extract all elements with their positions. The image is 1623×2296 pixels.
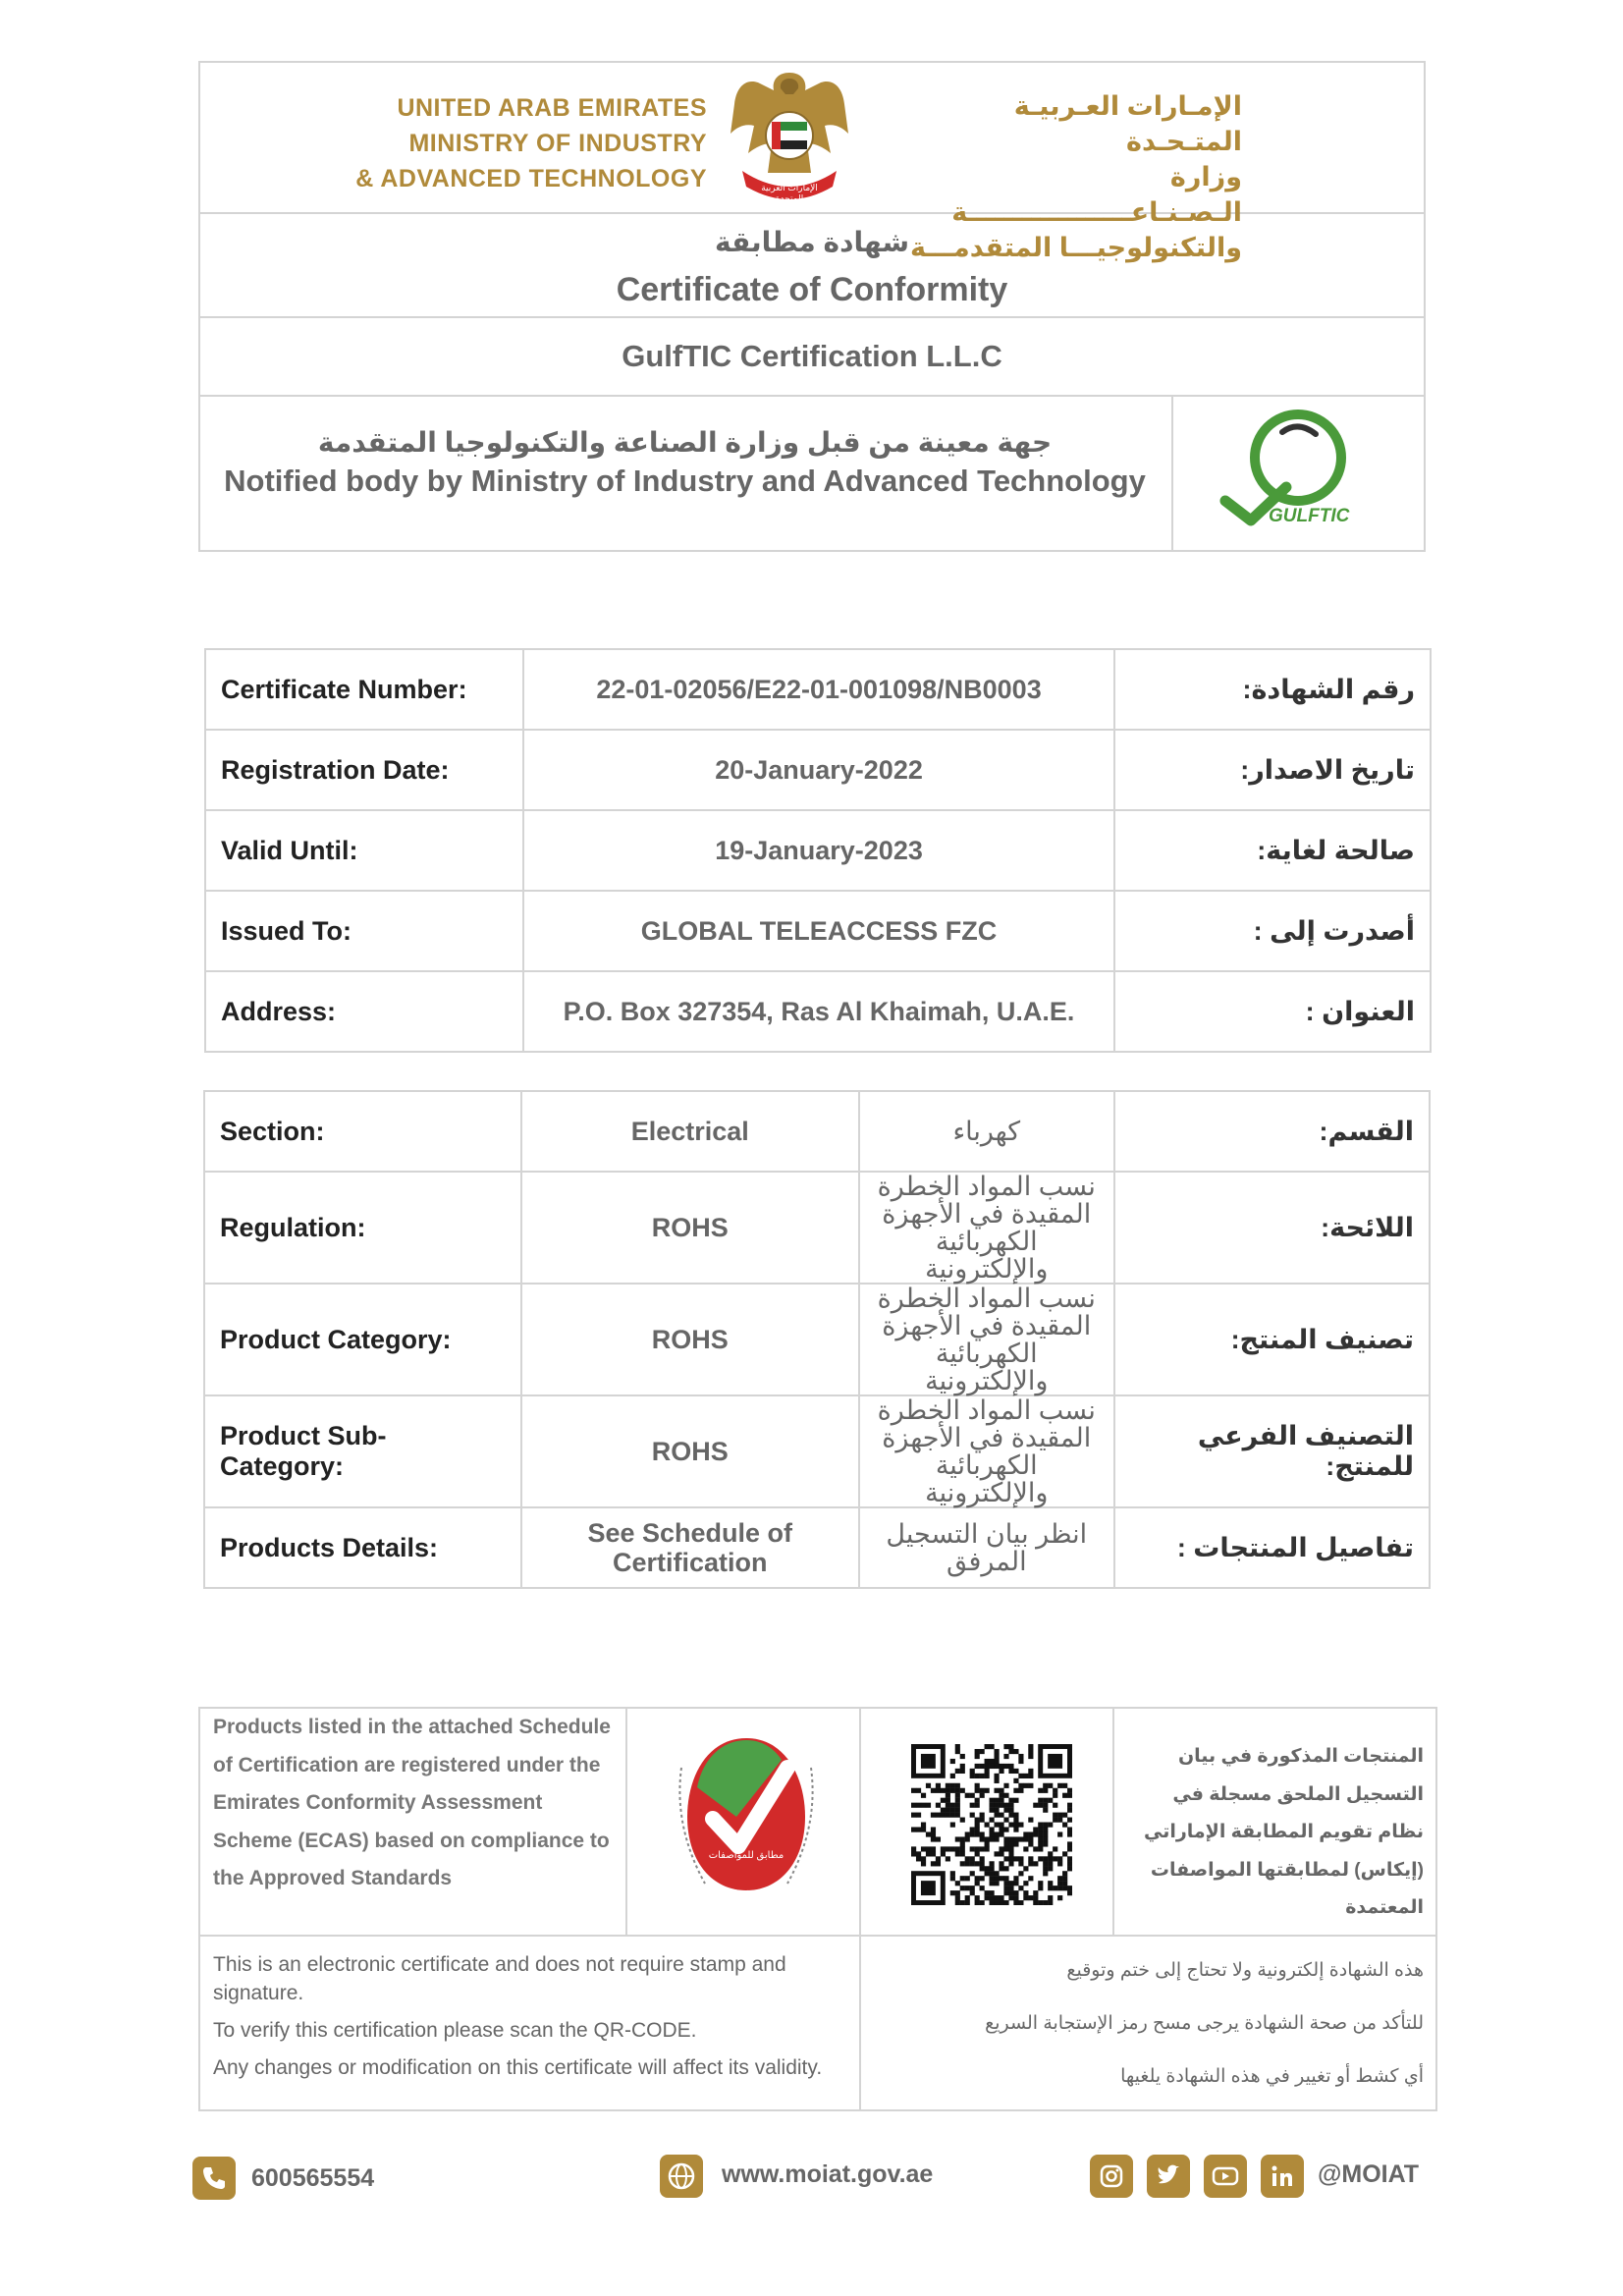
scope-value-ar: نسب المواد الخطرة المقيدة في الأجهزة الكهربائية والإلكترونية: [859, 1395, 1114, 1507]
conformity-mark-text: مطابق للمواصفات: [708, 1850, 784, 1861]
phone-icon[interactable]: [192, 2157, 236, 2200]
youtube-icon[interactable]: [1204, 2155, 1247, 2198]
header-divider-3: [198, 395, 1426, 397]
scope-label: Section:: [204, 1091, 521, 1172]
details-label-ar: أصدرت إلى :: [1114, 891, 1431, 971]
details-label: Issued To:: [205, 891, 523, 971]
scope-value: ROHS: [521, 1172, 859, 1284]
phone-number[interactable]: 600565554: [251, 2164, 375, 2192]
scope-value: Electrical: [521, 1091, 859, 1172]
ministry-name-en: [295, 90, 707, 196]
details-row: [205, 810, 1431, 891]
instagram-icon[interactable]: [1090, 2155, 1133, 2198]
scope-label-ar: التصنيف الفرعي للمنتج:: [1114, 1395, 1430, 1507]
scope-label: Product Category:: [204, 1284, 521, 1395]
twitter-icon[interactable]: [1147, 2155, 1190, 2198]
scope-row: [204, 1284, 1430, 1395]
details-value: 22-01-02056/E22-01-001098/NB0003: [523, 649, 1115, 730]
note-electronic-ar: هذه الشهادة إلكترونية ولا تحتاج إلى ختم وتوقيع: [1066, 1960, 1424, 1981]
scope-value-ar: نسب المواد الخطرة المقيدة في الأجهزة الكهربائية والإلكترونية: [859, 1172, 1114, 1284]
scope-value: ROHS: [521, 1395, 859, 1507]
details-label: Registration Date:: [205, 730, 523, 810]
scope-label: Regulation:: [204, 1172, 521, 1284]
conformity-mark-icon: [677, 1728, 815, 1905]
details-label: Valid Until:: [205, 810, 523, 891]
ecas-statement-ar: المنتجات المذكورة في بيان التسجيل الملحق مسجلة في نظام تقويم المطابقة الإماراتي (إيكاس) لمطابقتها المواصفات المعتمدة: [1143, 1746, 1424, 1918]
social-handle[interactable]: @MOIAT: [1318, 2160, 1420, 2188]
footer-divider-v1: [625, 1707, 627, 1935]
scope-value: See Schedule of Certification: [521, 1507, 859, 1588]
details-label-ar: رقم الشهادة:: [1114, 649, 1431, 730]
gulftic-logo-text: GULFTIC: [1269, 506, 1350, 526]
scope-label: Products Details:: [204, 1507, 521, 1588]
scope-label: Product Sub-Category:: [204, 1395, 521, 1507]
note-verify-en: To verify this certification please scan the QR-CODE.: [213, 2019, 697, 2042]
footer-divider-v3: [1112, 1707, 1114, 1935]
details-label-ar: العنوان :: [1114, 971, 1431, 1052]
globe-icon[interactable]: [660, 2155, 703, 2198]
emblem-ribbon-text: الإمارات العربية المتحدة: [761, 183, 818, 203]
notes-en: [213, 1950, 841, 2082]
footer-divider-v2: [859, 1707, 861, 2111]
linkedin-icon[interactable]: [1261, 2155, 1304, 2198]
footer-divider-h: [198, 1935, 1437, 1937]
title-en: Certificate of Conformity: [616, 271, 1008, 308]
note-changes-en: Any changes or modification on this certificate will affect its validity.: [213, 2056, 823, 2079]
details-value: 20-January-2022: [523, 730, 1115, 810]
notes-ar: [879, 1957, 1424, 2091]
scope-value-ar: كهرباء: [859, 1091, 1114, 1172]
scope-row: [204, 1172, 1430, 1284]
scope-label-ar: تصنيف المنتج:: [1114, 1284, 1430, 1395]
details-label: Address:: [205, 971, 523, 1052]
details-row: [205, 649, 1431, 730]
website-link[interactable]: www.moiat.gov.ae: [722, 2160, 934, 2188]
title-ar: شهادة مطابقة: [715, 227, 909, 257]
details-label-ar: تاريخ الاصدار:: [1114, 730, 1431, 810]
ecas-statement-en: Products listed in the attached Schedule of Certification are registered under the Emirates Conformity Assessment Scheme (ECAS) based on compliance to the Approved Standards: [213, 1716, 611, 1889]
scope-row: [204, 1091, 1430, 1172]
ministry-ar-line1: الإمـارات العـربيـة المتـحـدة: [1013, 91, 1242, 156]
scope-label-ar: تفاصيل المنتجات :: [1114, 1507, 1430, 1588]
scope-value-ar: انظر بيان التسجيل المرفق: [859, 1507, 1114, 1588]
scope-label-ar: القسم:: [1114, 1091, 1430, 1172]
details-row: [205, 891, 1431, 971]
company-name: GulfTIC Certification L.L.C: [622, 339, 1002, 373]
ministry-ar-line2: وزارة الـصـنـاعــــــــــــــــــة: [951, 162, 1242, 227]
note-electronic-en: This is an electronic certificate and does not require stamp and signature.: [213, 1953, 786, 2004]
header-divider-logo: [1171, 395, 1173, 552]
scope-row: [204, 1395, 1430, 1507]
scope-table: [203, 1090, 1431, 1589]
details-value: P.O. Box 327354, Ras Al Khaimah, U.A.E.: [523, 971, 1115, 1052]
scope-value-ar: نسب المواد الخطرة المقيدة في الأجهزة الكهربائية والإلكترونية: [859, 1284, 1114, 1395]
details-row: [205, 730, 1431, 810]
ministry-ar-line3: والتكنولوجيـــا المتقدمـــة: [909, 233, 1242, 262]
details-value: 19-January-2023: [523, 810, 1115, 891]
ministry-en-line1: UNITED ARAB EMIRATES: [397, 94, 707, 122]
details-label-ar: صالحة لغاية:: [1114, 810, 1431, 891]
details-label: Certificate Number:: [205, 649, 523, 730]
notified-ar: جهة معينة من قبل وزارة الصناعة والتكنولوجيا المتقدمة: [317, 427, 1053, 458]
ministry-en-line3: & ADVANCED TECHNOLOGY: [355, 165, 707, 192]
note-changes-ar: أي كشط أو تغيير في هذه الشهادة يلغيها: [1120, 2066, 1424, 2087]
certificate-details-table: [204, 648, 1432, 1053]
scope-row: [204, 1507, 1430, 1588]
notified-en: Notified body by Ministry of Industry and Advanced Technology: [224, 464, 1146, 498]
details-row: [205, 971, 1431, 1052]
note-verify-ar: للتأكد من صحة الشهادة يرجى مسح رمز الإستجابة السريع: [985, 2013, 1424, 2034]
scope-value: ROHS: [521, 1284, 859, 1395]
ministry-en-line2: MINISTRY OF INDUSTRY: [408, 130, 707, 157]
details-value: GLOBAL TELEACCESS FZC: [523, 891, 1115, 971]
scope-label-ar: اللائحة:: [1114, 1172, 1430, 1284]
qr-code-icon[interactable]: [911, 1744, 1072, 1905]
